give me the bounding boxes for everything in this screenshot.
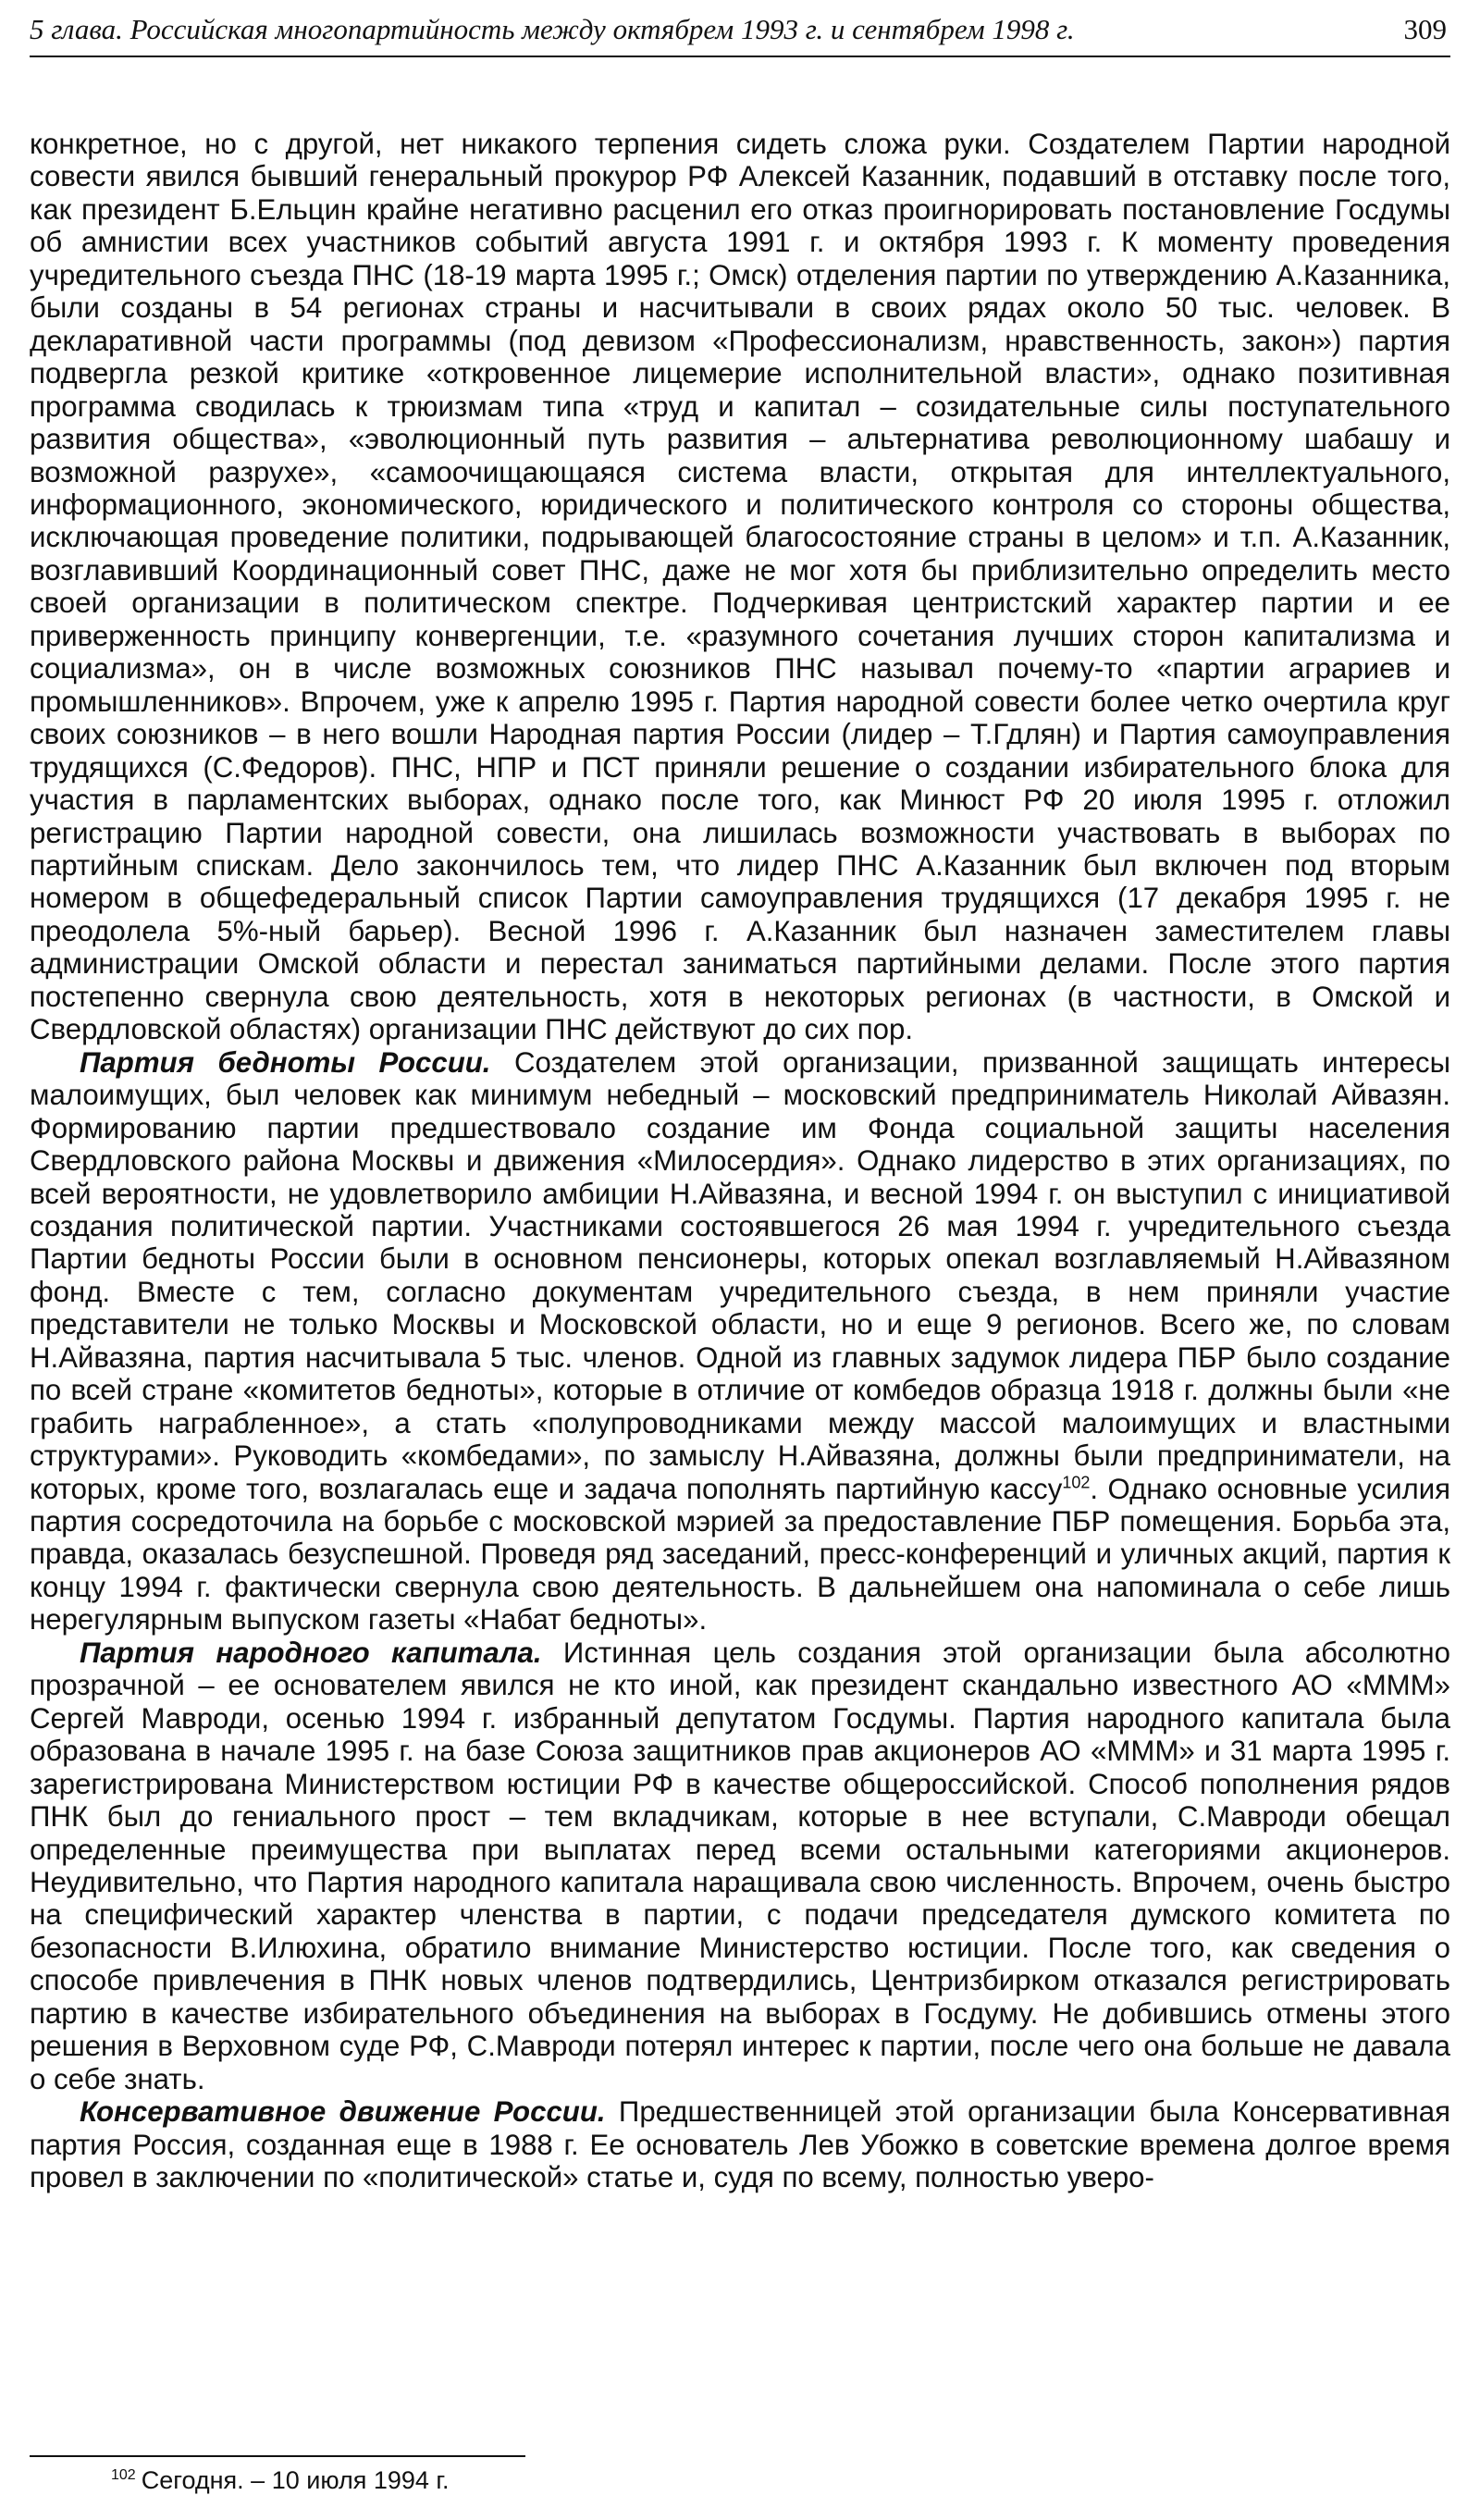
footnote-number: 102 <box>111 2467 136 2483</box>
paragraph-text: конкретное, но с другой, нет никакого терпения сидеть сложа руки. Создателем Партии народной совести явился бывший генеральный прокурор РФ Алексей Казанник, подавший в отставку после того, как президент Б.Ельцин крайне негативно расценил его отказ проигнорировать постановление Госдумы об амнистии всех участников событий августа 1991 г. и октября 1993 г. К моменту проведения учредительного съезда ПНС (18-19 марта 1995 г.; Омск) отделения партии по утверждению А.Казанника, были созданы в 54 регионах страны и насчитывали в своих рядах около 50 тыс. человек. В декларативной части программы (под девизом «Профессионализм, нравственность, закон») партия подвергла резкой критике «откровенное лицемерие исполнительной власти», однако позитивная программа сводилась к трюизмам типа «труд и капитал – созидательные силы поступательного развития общества», «эволюционный путь развития – альтернатива революционному шабашу и возможной разрухе», «самоочищающаяся система власти, открытая для интеллектуального, информационного, экономического, юридического и политического контроля со стороны общества, исключающая проведение политики, подрывающей благосостояние страны в целом» и т.п. А.Казанник, возглавивший Координационный совет ПНС, даже не мог хотя бы приблизительно определить место своей организации в политическом спектре. Подчеркивая центристский характер партии и ее приверженность принципу конвергенции, т.е. «разумного сочетания лучших сторон капитализма и социализма», он в числе возможных союзников ПНС называл почему-то «партии аграриев и промышленников». Впрочем, уже к апрелю 1995 г. Партия народной совести более четко очертила круг своих союзников – в него вошли Народная партия России (лидер – Т.Гдлян) и Партия самоуправления трудящихся (С.Федоров). ПНС, НПР и ПСТ приняли решение о создании избирательного блока для участия в парламентских выборах, однако после того, как Минюст РФ 20 июля 1995 г. отложил регистрацию Партии народной совести, она лишилась возможности участвовать в выборах по партийным спискам. Дело закончилось тем, что лидер ПНС А.Казанник был включен под вторым номером в общефедеральный список Партии самоуправления трудящихся (17 декабря 1995 г. не преодолела 5%-ный барьер). Весной 1996 г. А.Казанник был назначен заместителем главы администрации Омской области и перестал заниматься партийными делами. После этого партия постепенно свернула свою деятельность, хотя в некоторых регионах (в частности, в Омской и Свердловской областях) организации ПНС действуют до сих пор. <box>30 128 1450 1046</box>
paragraph-text: Создателем этой организации, призванной защищать интересы малоимущих, был человек как минимум небедный – московский предприниматель Николай Айвазян. Формированию партии предшествовало создание им Фонда социальной защиты населения Свердловского района Москвы и движения «Милосердия». Однако лидерство в этих организациях, по всей вероятности, не удовлетворило амбиции Н.Айвазяна, и весной 1994 г. он выступил с инициативой создания политической партии. Участниками состоявшегося 26 мая 1994 г. учредительного съезда Партии бедноты России были в основном пенсионеры, которых опекал возглавляемый Н.Айвазяном фонд. Вместе с тем, согласно документам учредительного съезда, в нем приняли участие представители не только Москвы и Московской области, но и еще 9 регионов. Всего же, по словам Н.Айвазяна, партия насчитывала 5 тыс. членов. Одной из главных задумок лидера ПБР было создание по всей стране «комитетов бедноты», которые в отличие от комбедов образца 1918 г. должны были «не грабить награбленное», а стать «полупроводниками между массой малоимущих и властными структурами». Руководить «комбедами», по замыслу Н.Айвазяна, должны были предприниматели, на которых, кроме того, возлагалась еще и задача пополнять партийную кассу <box>30 1045 1450 1505</box>
paragraph-pbr <box>30 1046 1450 1637</box>
section-heading-pbr: Партия бедноты России. <box>80 1045 491 1079</box>
footnote-text: Сегодня. – 10 июля 1994 г. <box>141 2466 450 2494</box>
running-title: 5 глава. Российская многопартийность между октябрем 1993 г. и сентябрем 1998 г. <box>30 13 1075 45</box>
running-header <box>30 7 1450 57</box>
paragraph-pns <box>30 128 1450 1046</box>
footnote-102 <box>111 2464 1406 2496</box>
paragraph-text: . Однако основные усилия партия сосредоточила на борьбе с московской мэрией за предоставление ПБР помещения. Борьба эта, правда, оказалась безуспешной. Проведя ряд заседаний, пресс-конференций и уличных акций, партия к концу 1994 г. фактически свернула свою деятельность. В дальнейшем она напоминала о себе лишь нерегулярным выпуском газеты «Набат бедноты». <box>30 1472 1451 1637</box>
page-number: 309 <box>1403 13 1447 45</box>
paragraph-kdr <box>30 2095 1450 2193</box>
paragraph-text: Предшественницей этой организации была Консервативная партия Россия, созданная еще в 1988 г. Ее основатель Лев Убожко в советские времена долгое время провел в заключении по «политической» статье и, судя по всему, полностью уверо- <box>30 2095 1451 2194</box>
footnote-divider <box>30 2455 525 2457</box>
paragraph-pnk <box>30 1637 1450 2095</box>
section-heading-pnk: Партия народного капитала. <box>80 1636 542 1669</box>
paragraph-text: Истинная цель создания этой организации была абсолютно прозрачной – ее основателем явился не кто иной, как президент скандально известного АО «МММ» Сергей Мавроди, осенью 1994 г. избранный депутатом Госдумы. Партия народного капитала была образована в начале 1995 г. на базе Союза защитников прав акционеров АО «МММ» и 31 марта 1995 г. зарегистрирована Министерством юстиции РФ в качестве общероссийской. Способ пополнения рядов ПНК был до гениального прост – тем вкладчикам, которые в нее вступали, С.Мавроди обещал определенные преимущества при выплатах перед всеми остальными категориями акционеров. Неудивительно, что Партия народного капитала наращивала свою численность. Впрочем, очень быстро на специфический характер членства в партии, с подачи председателя думского комитета по безопасности В.Илюхина, обратило внимание Министерство юстиции. После того, как сведения о способе привлечения в ПНК новых членов подтвердились, Центризбирком отказался регистрировать партию в качестве избирательного объединения на выборах в Госдуму. Не добившись отмены этого решения в Верховном суде РФ, С.Мавроди потерял интерес к партии, после чего она больше не давала о себе знать. <box>30 1636 1450 2095</box>
section-heading-kdr: Консервативное движение России. <box>80 2095 606 2129</box>
footnote-ref-102[interactable]: 102 <box>1062 1473 1091 1492</box>
body-text <box>30 128 1450 2194</box>
